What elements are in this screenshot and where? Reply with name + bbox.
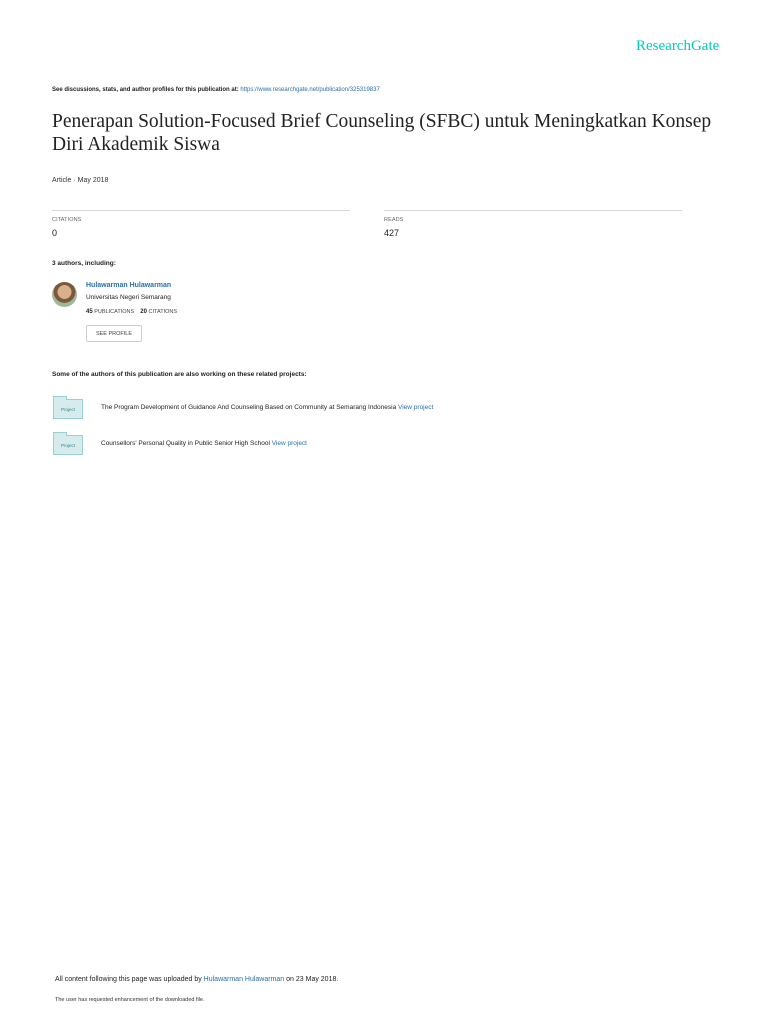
related-projects-heading: Some of the authors of this publication are also working on these related projects: xyxy=(52,371,307,378)
publication-meta: Article · May 2018 xyxy=(52,177,109,184)
uploader-link[interactable]: Hulawarman Hulawarman xyxy=(203,976,285,983)
project-folder-icon: Project xyxy=(53,435,83,455)
upload-notice-suffix: on 23 May 2018. xyxy=(286,976,339,983)
publication-url-link[interactable]: https://www.researchgate.net/publication/325319837 xyxy=(240,87,380,93)
view-project-link[interactable]: View project xyxy=(271,440,307,447)
author-avatar[interactable] xyxy=(52,282,77,307)
enhancement-note: The user has requested enhancement of the downloaded file. xyxy=(55,997,205,1003)
author-publications-label: PUBLICATIONS xyxy=(94,309,135,315)
discussions-line xyxy=(52,87,380,93)
citations-label: CITATIONS xyxy=(52,217,82,223)
project-item xyxy=(101,440,307,447)
author-name-link[interactable]: Hulawarman Hulawarman xyxy=(86,282,172,289)
citations-value: 0 xyxy=(52,228,58,238)
upload-notice xyxy=(55,976,338,983)
project-title: Counsellors' Personal Quality in Public Senior High School xyxy=(101,440,270,447)
author-affiliation: Universitas Negeri Semarang xyxy=(86,294,171,301)
reads-label: READS xyxy=(384,217,404,223)
view-project-link[interactable]: View project xyxy=(398,404,434,411)
discussions-prefix: See discussions, stats, and author profiles for this publication at: xyxy=(52,87,239,93)
author-publications-count: 45 xyxy=(86,309,93,315)
project-title: The Program Development of Guidance And Counseling Based on Community at Semarang Indonesia xyxy=(101,404,397,411)
researchgate-logo[interactable]: ResearchGate xyxy=(636,38,720,54)
author-stats xyxy=(86,309,177,315)
citations-divider xyxy=(52,210,350,211)
author-citations-label: CITATIONS xyxy=(148,309,178,315)
author-citations-count: 20 xyxy=(140,309,147,315)
publication-title: Penerapan Solution-Focused Brief Counseling (SFBC) untuk Meningkatkan Konsep Diri Akademik Siswa xyxy=(52,111,712,155)
reads-divider xyxy=(384,210,682,211)
authors-heading: 3 authors, including: xyxy=(52,260,116,267)
project-folder-icon: Project xyxy=(53,399,83,419)
upload-notice-prefix: All content following this page was uploaded by xyxy=(55,976,202,983)
project-item xyxy=(101,404,433,411)
reads-value: 427 xyxy=(384,228,400,238)
see-profile-button[interactable]: SEE PROFILE xyxy=(86,325,142,342)
